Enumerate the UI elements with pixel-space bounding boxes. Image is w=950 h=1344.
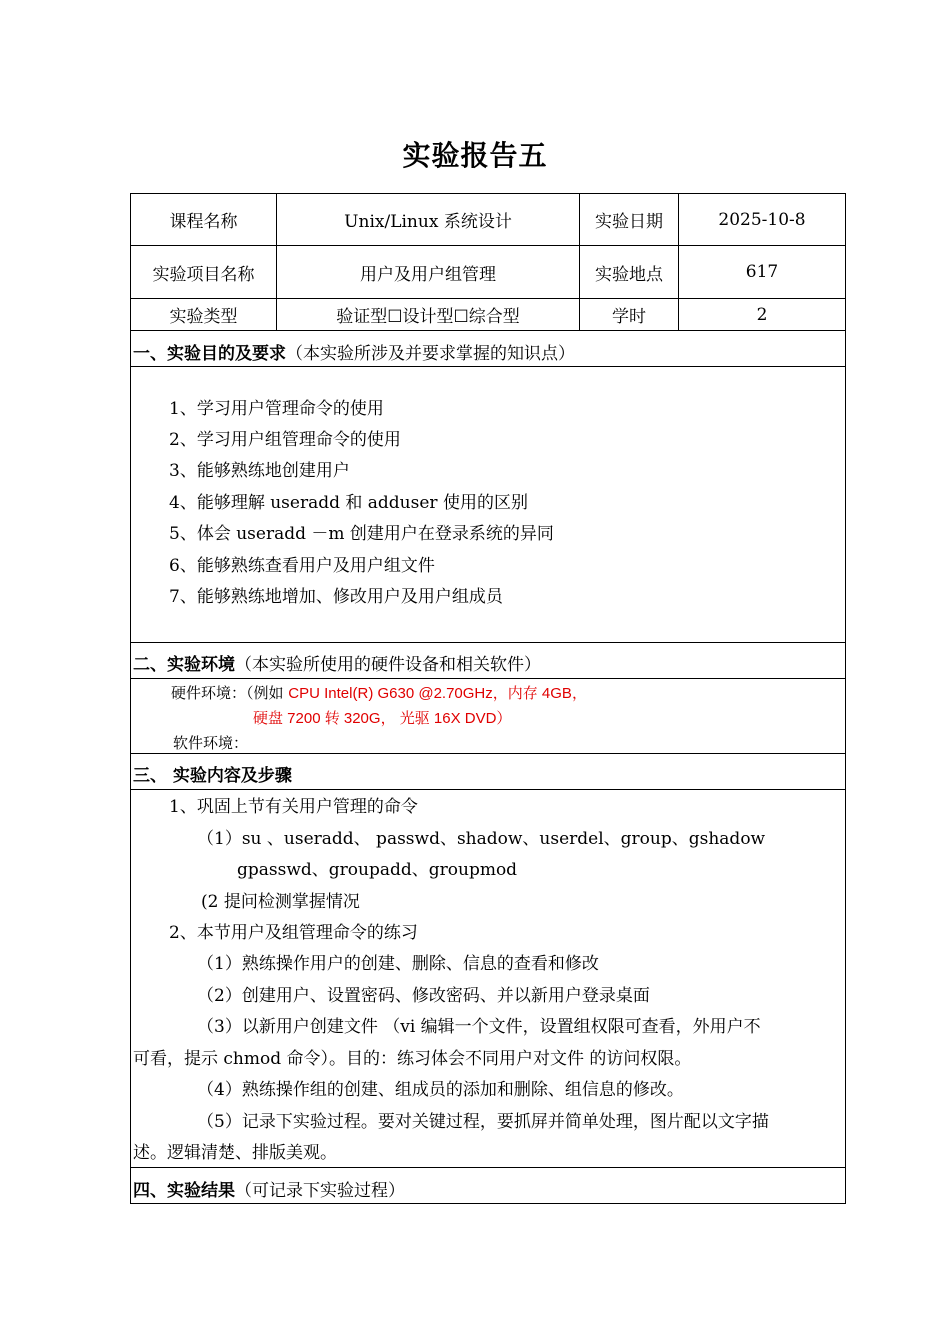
section-1-header	[133, 339, 575, 364]
hardware-spec-1: CPU Intel(R) G630 @2.70GHz，内存 4GB，	[288, 685, 587, 702]
project-value: 用户及用户组管理	[360, 264, 496, 285]
type-value: 验证型☐设计型☐综合型	[336, 307, 520, 327]
row-divider	[131, 1167, 845, 1168]
project-label: 实验项目名称	[152, 264, 255, 285]
objective-item: 4、能够理解 useradd 和 adduser 使用的区别	[169, 493, 528, 513]
report-title: 实验报告五	[402, 139, 548, 172]
step-line: (2 提问检测掌握情况	[201, 892, 360, 912]
step-line: （4）熟练操作组的创建、组成员的添加和删除、组信息的修改。	[197, 1080, 684, 1100]
step-line: 2、本节用户及组管理命令的练习	[169, 923, 418, 943]
step-line: （1）su 、useradd、 passwd、shadow、userdel、group、gshadow	[197, 829, 766, 849]
hardware-label: 硬件环境：（例如	[171, 684, 284, 702]
step-line: （1）熟练操作用户的创建、删除、信息的查看和修改	[197, 954, 599, 974]
objective-item: 5、体会 useradd －m 创建用户在登录系统的异同	[169, 524, 554, 544]
date-value: 2025-10-8	[718, 209, 806, 230]
step-line: （2）创建用户、设置密码、修改密码、并以新用户登录桌面	[197, 986, 650, 1006]
report-table	[130, 193, 846, 1204]
course-label: 课程名称	[169, 212, 238, 232]
row-divider	[131, 753, 845, 754]
section-4-title: 四、实验结果	[133, 1181, 235, 1201]
course-value: Unix/Linux 系统设计	[344, 212, 512, 232]
section-3-title: 三、 实验内容及步骤	[133, 766, 292, 786]
step-line: 可看，提示 chmod 命令）。目的：练习体会不同用户对文件 的访问权限。	[133, 1049, 692, 1069]
step-line: 述。逻辑清楚、排版美观。	[133, 1143, 337, 1163]
hardware-spec-2: 硬盘 7200 转 320G， 光驱 16X DVD）	[253, 710, 512, 727]
section-2-note: （本实验所使用的硬件设备和相关软件）	[235, 655, 541, 675]
section-4-note: （可记录下实验过程）	[235, 1181, 405, 1201]
step-line: （5）记录下实验过程。要对关键过程，要抓屏并简单处理，图片配以文字描	[197, 1112, 769, 1132]
section-1-note: （本实验所涉及并要求掌握的知识点）	[286, 344, 575, 364]
step-line: 1、巩固上节有关用户管理的命令	[169, 797, 418, 817]
objective-item: 2、学习用户组管理命令的使用	[169, 430, 401, 450]
objective-item: 3、能够熟练地创建用户	[169, 461, 350, 481]
step-line: （3）以新用户创建文件 （vi 编辑一个文件，设置组权限可查看，外用户不	[197, 1017, 761, 1037]
software-env-label: 软件环境：	[173, 734, 249, 752]
date-label: 实验日期	[595, 212, 663, 232]
section-2-header	[133, 650, 541, 675]
row-divider	[131, 330, 845, 331]
section-2-title: 二、实验环境	[133, 655, 235, 675]
hardware-env	[171, 682, 587, 703]
location-value: 617	[745, 262, 779, 282]
objective-item: 1、学习用户管理命令的使用	[169, 399, 384, 419]
section-4-header	[133, 1176, 405, 1201]
objective-item: 6、能够熟练查看用户及用户组文件	[169, 556, 435, 576]
objective-item: 7、能够熟练地增加、修改用户及用户组成员	[169, 587, 503, 607]
section-3-header	[133, 761, 292, 786]
step-line: gpasswd、groupadd、groupmod	[237, 860, 518, 880]
hours-label: 学时	[612, 307, 646, 327]
hours-value: 2	[756, 304, 768, 325]
row-divider	[131, 678, 845, 679]
location-label: 实验地点	[595, 264, 663, 285]
type-label: 实验类型	[169, 307, 238, 327]
row-divider	[131, 642, 845, 643]
row-divider	[131, 366, 845, 367]
row-divider	[131, 789, 845, 790]
section-1-title: 一、实验目的及要求	[133, 344, 286, 364]
